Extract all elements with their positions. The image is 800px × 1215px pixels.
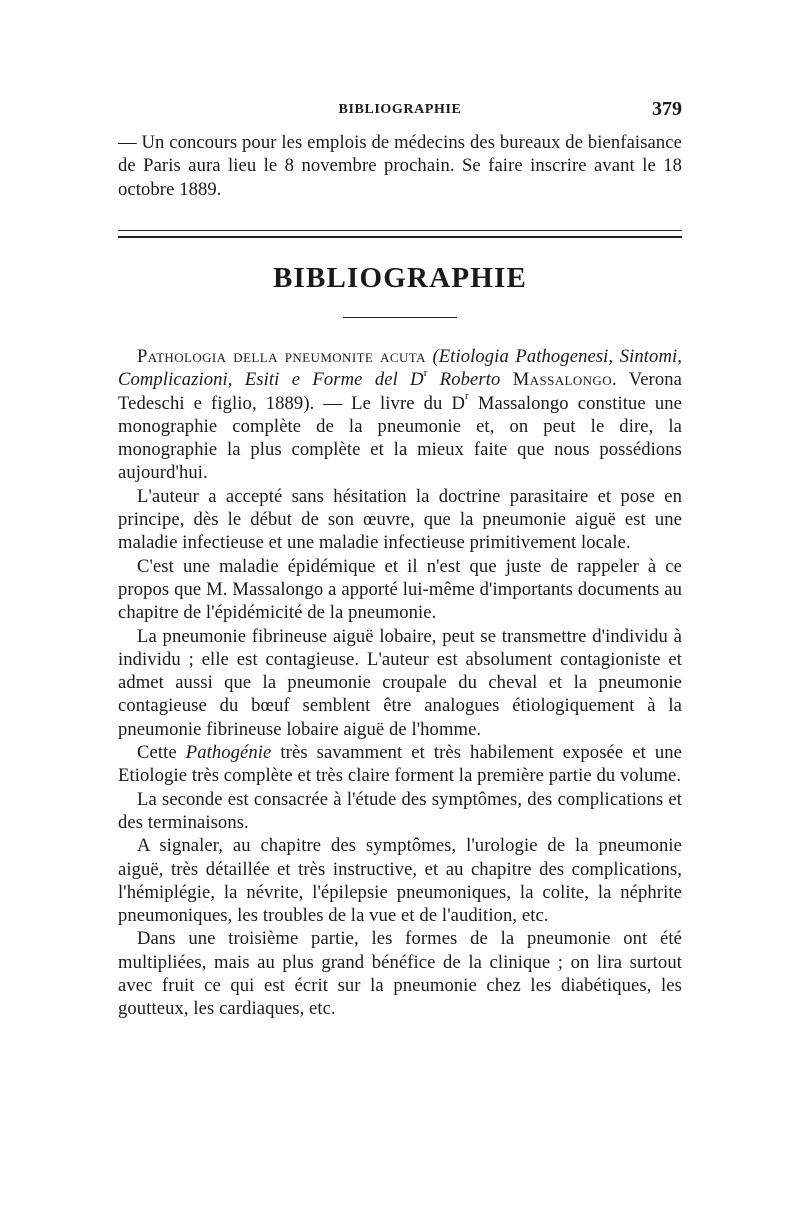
review-paragraph-8: Dans une troisième partie, les formes de la pneumonie ont été multipliées, mais au plus grand bénéfice de la clinique ; on lira surtout avec fruit ce qui est écrit sur la pneumonie chez les diabétiques, les goutteux, les cardiaques, etc. (118, 928, 682, 1020)
review-paragraph-5 (118, 741, 682, 788)
review-paragraph-2: L'auteur a accepté sans hésitation la doctrine parasitaire et pose en principe, dès le début de son œuvre, que la pneumonie aiguë est une maladie infectieuse et une maladie infectieuse primitivement locale. (118, 485, 682, 554)
rule-thick (118, 236, 682, 238)
review-paragraph-6: La seconde est consacrée à l'étude des symptômes, des complications et des terminaisons. (118, 788, 682, 833)
notice-text: — Un concours pour les emplois de médecins des bureaux de bienfaisance de Paris aura lieu le 8 novembre prochain. Se faire inscrire avant le 18 octobre 1889. (118, 132, 682, 200)
doctor-superscript: r (423, 367, 428, 380)
running-head (118, 98, 682, 122)
book-title: Pathologia della pneumonite acuta (137, 346, 426, 367)
lead-text: — Le livre du D (314, 392, 466, 414)
author-surname: Massalongo (512, 369, 612, 391)
lead-superscript: r (465, 390, 469, 403)
p5-start: Cette (137, 742, 186, 764)
review-paragraph-3: C'est une maladie épidémique et il n'est que juste de rappeler à ce propos que M. Massalongo a apporté lui-même d'importants documents au chapitre de l'épidémicité de la pneumonie. (118, 555, 682, 624)
short-rule-divider (343, 317, 457, 318)
author-firstname: Roberto (439, 369, 501, 391)
review-paragraph-1 (118, 345, 682, 485)
lead-rest: Massalongo constitue une monographie complète de la pneumonie et, on peut le dire, la monographie la plus complète et la mieux faite que nous possédions aujourd'hui. (118, 392, 682, 484)
book-subtitle: (Etiologia Pathogenesi, Sintomi, Complicazioni, Esiti e Forme del D (118, 346, 682, 391)
review-paragraph-4: La pneumonie fibrineuse aiguë lobaire, peut se transmettre d'individu à individu ; elle est contagieuse. L'auteur est absolument contagioniste et admet aussi que la pneumonie croupale du cheval et la pneumonie contagieuse du bœuf semblent être analogues étiologiquement à la pneumonie fibrineuse lobaire aiguë de l'homme. (118, 625, 682, 740)
notice-paragraph (118, 131, 682, 201)
p5-rest: très savamment et très habilement exposée et une Etiologie très complète et très claire forment la première partie du volume. (118, 742, 682, 787)
p5-italic: Pathogénie (185, 742, 272, 764)
rule-thin (118, 230, 682, 231)
review-article (118, 345, 682, 1021)
page-number: 379 (652, 98, 682, 120)
section-title: BIBLIOGRAPHIE (272, 262, 528, 294)
running-title: BIBLIOGRAPHIE (338, 102, 462, 117)
publisher-info: . Verona Tedeschi e figlio, 1889). (118, 369, 682, 414)
review-paragraph-7: A signaler, au chapitre des symptômes, l'urologie de la pneumonie aiguë, très détaillée et très instructive, et au chapitre des complications, l'hémiplégie, la névrite, l'épilepsie pneumoniques, la colite, la néphrite pneumoniques, les troubles de la vue et de l'audition, etc. (118, 835, 682, 927)
double-rule-divider (118, 230, 682, 242)
